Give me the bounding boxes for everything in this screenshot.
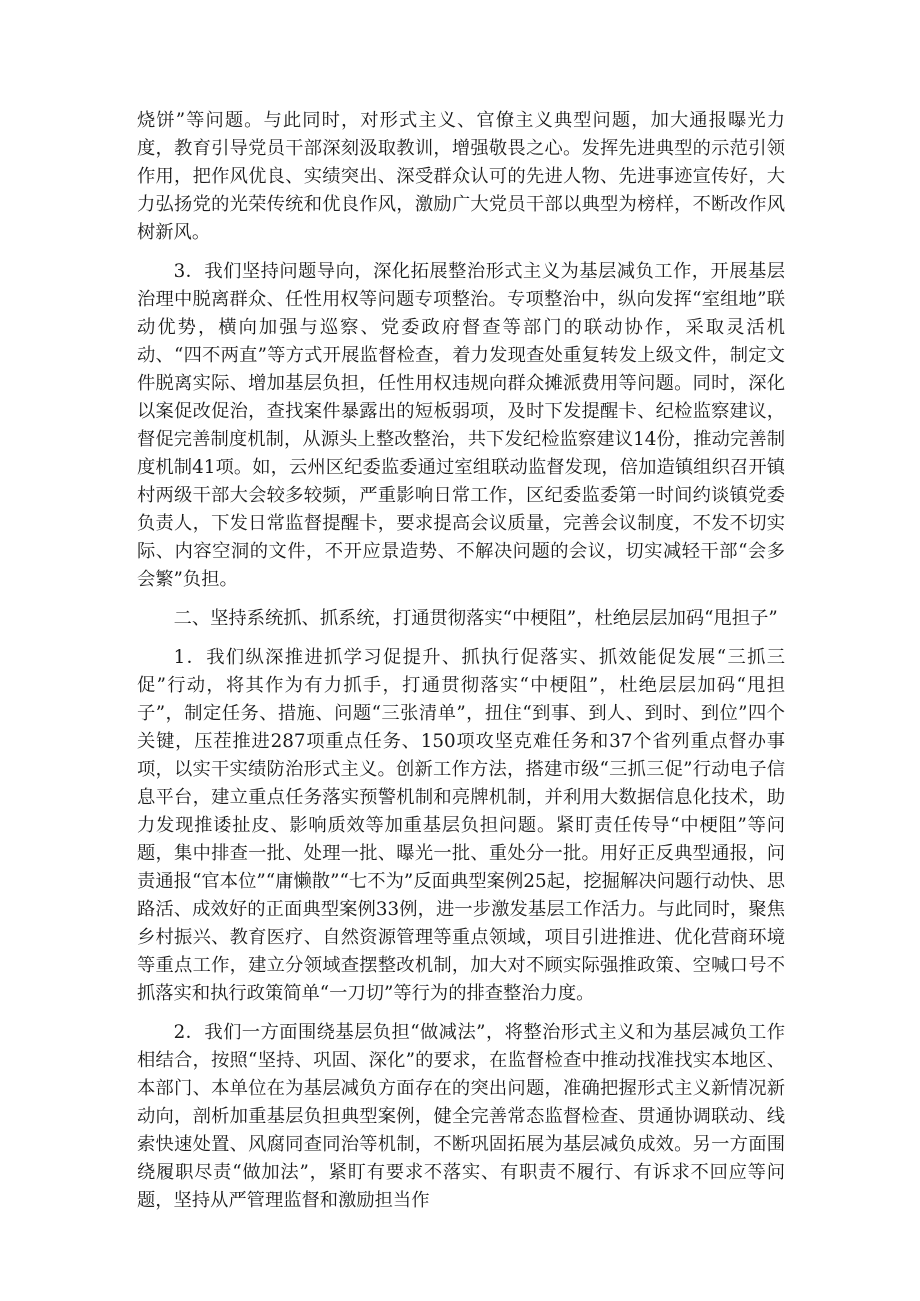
paragraph-item-2: 2．我们一方面围绕基层负担“做减法”，将整治形式主义和为基层减负工作相结合，按照“坚持、巩固、深化”的要求，在监督检查中推动找准找实本地区、本部门、本单位在为基层减负方面存在的突出问题，准确把握形式主义新情况新动向，剖析加重基层负担典型案例，健全完善常态监督检查、贯通协调联动、线索快速处置、风腐同查同治等机制，不断巩固拓展为基层减负成效。另一方面围绕履职尽责“做加法”，紧盯有要求不落实、有职责不履行、有诉求不回应等问题，坚持从严管理监督和激励担当作 xyxy=(137,1022,785,1211)
paragraph-item-1: 1．我们纵深推进抓学习促提升、抓执行促落实、抓效能促发展“三抓三促”行动，将其作为有力抓手，打通贯彻落实“中梗阻”，杜绝层层加码“甩担子”，制定任务、措施、问题“三张清单”，扭住“到事、到人、到时、到位”四个关键，压茬推进287项重点任务、150项攻坚克难任务和37个省列重点督办事项，以实干实绩防治形式主义。创新工作方法，搭建市级“三抓三促”行动电子信息平台，建立重点任务落实预警机制和亮牌机制，并利用大数据信息化技术，助力发现推诿扯皮、影响质效等加重基层负担问题。紧盯责任传导“中梗阻”等问题，集中排查一批、处理一批、曝光一批、重处分一批。用好正反典型通报，问责通报“官本位”“庸懒散”“七不为”反面典型案例25起，挖掘解决问题行动快、思路活、成效好的正面典型案例33例，进一步激发基层工作活力。与此同时，聚焦乡村振兴、教育医疗、自然资源管理等重点领域，项目引进推进、优化营商环境等重点工作，建立分领域查摆整改机制，加大对不顾实际强推政策、空喊口号不抓落实和执行政策简单“一刀切”等行为的排查整治力度。 xyxy=(137,647,785,1004)
section-heading-2: 二、坚持系统抓、抓系统，打通贯彻落实“中梗阻”，杜绝层层加码“甩担子” xyxy=(173,608,778,629)
paragraph-item-3: 3．我们坚持问题导向，深化拓展整治形式主义为基层减负工作，开展基层治理中脱离群众、任性用权等问题专项整治。专项整治中，纵向发挥“室组地”联动优势，横向加强与巡察、党委政府督查等部门的联动协作，采取灵活机动、“四不两直”等方式开展监督检查，着力发现查处重复转发上级文件，制定文件脱离实际、增加基层负担，任性用权违规向群众摊派费用等问题。同时，深化以案促改促治，查找案件暴露出的短板弱项，及时下发提醒卡、纪检监察建议，督促完善制度机制，从源头上整改整治，共下发纪检监察建议14份，推动完善制度机制41项。如，云州区纪委监委通过室组联动监督发现，倍加造镇组织召开镇村两级干部大会较多较频，严重影响日常工作，区纪委监委第一时间约谈镇党委负责人，下发日常监督提醒卡，要求提高会议质量，完善会议制度，不发不切实际、内容空洞的文件，不开应景造势、不解决问题的会议，切实减轻干部“会多会繁”负担。 xyxy=(137,261,785,590)
paragraph-continuation: 烧饼”等问题。与此同时，对形式主义、官僚主义典型问题，加大通报曝光力度，教育引导党员干部深刻汲取教训，增强敬畏之心。发挥先进典型的示范引领作用，把作风优良、实绩突出、深受群众认可的先进人物、先进事迹宣传好，大力弘扬党的光荣传统和优良作风，激励广大党员干部以典型为榜样，不断改作风树新风。 xyxy=(137,110,785,243)
document-page xyxy=(137,107,785,1226)
